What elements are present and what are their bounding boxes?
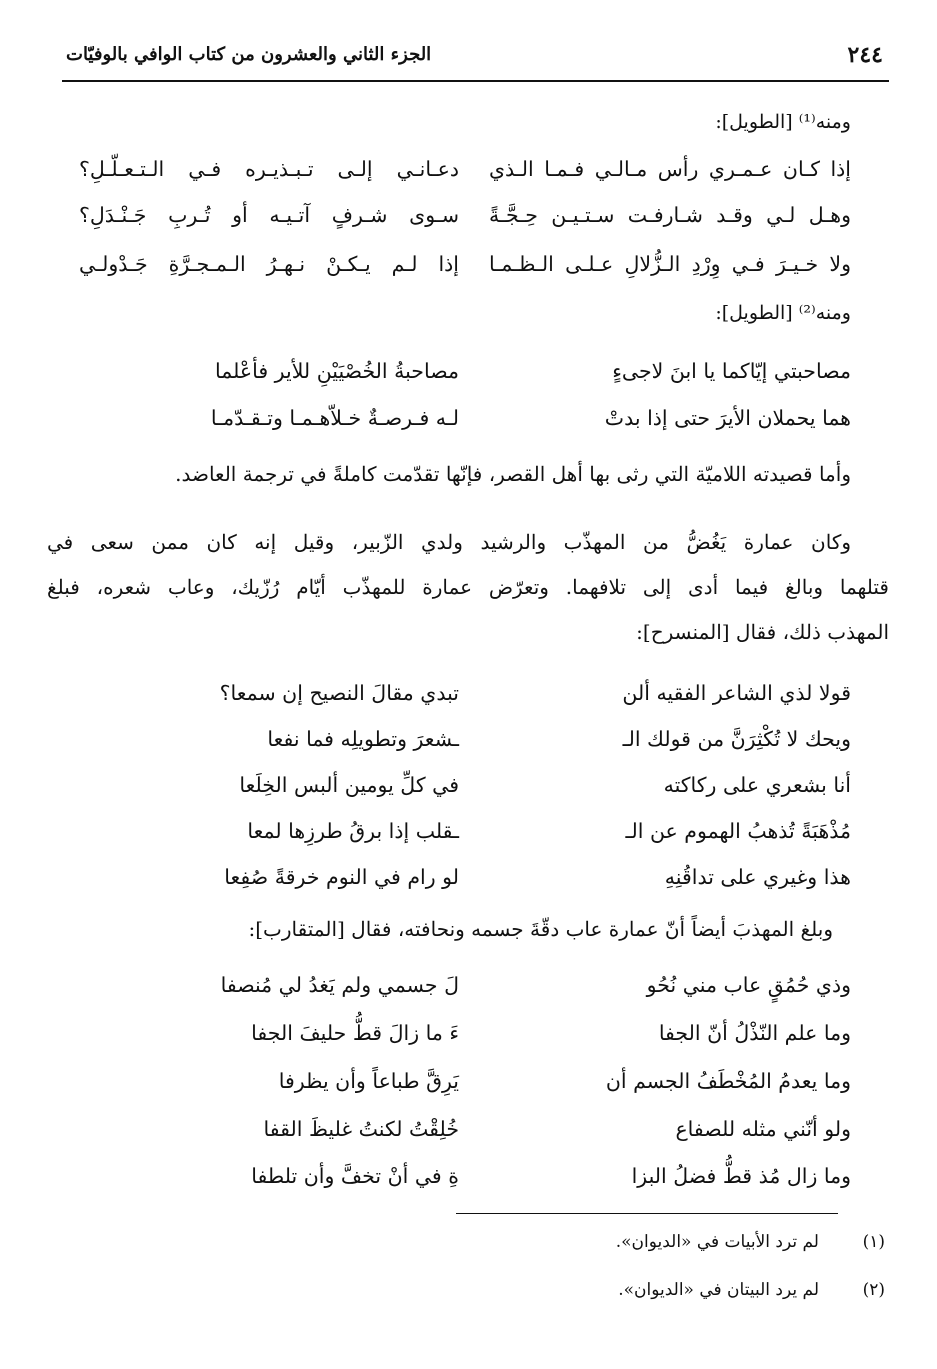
verse-line [0, 727, 937, 767]
verse-hemistich-first: وما زال مُذ قطُّ فضلُ البزا [631, 1164, 851, 1188]
footnote-text: لم ترد الأبيات في «الديوان». [615, 1232, 819, 1252]
verse-line [0, 157, 937, 197]
verse-line [0, 973, 937, 1013]
page-header [62, 40, 889, 82]
verse-hemistich-second: خُلِقْتُ لكنتُ غليظَ القفا [263, 1117, 459, 1141]
verse-hemistich-second: ءَ ما زالَ قطُّ حليفَ الجفا [251, 1021, 459, 1045]
verse-hemistich-first: وذي حُمُقٍ عاب مني نُحُو [646, 973, 851, 997]
verse-hemistich-first: وهـل لـي وقـد شـارفـت سـتـيـن حِـجَّـةً [489, 203, 851, 227]
verse-hemistich-first: مُذْهَبَةً تُذهبُ الهموم عن الـ [625, 819, 851, 843]
verse-line [0, 773, 937, 813]
verse-line [0, 1164, 937, 1204]
verse-hemistich-first: وما علم النّذْلُ أنّ الجفا [658, 1021, 851, 1045]
verse-hemistich-second: مصاحبةُ الخُصْيَيْنِ للأير فأعْلما [215, 359, 459, 383]
verse-hemistich-first: إذا كـان عـمـري رأس مـالـي فـمـا الـذي [489, 157, 851, 181]
verse-line [0, 203, 937, 243]
prose-line: المهذب ذلك، فقال [المنسرح]: [636, 620, 889, 644]
prose-line: وكان عمارة يَغُضُّ من المهذّب والرشيد ولدي الزّبير، وقيل إنه كان ممن سعى في [47, 530, 851, 554]
poem-intro-2: ومنه⁽²⁾ [الطويل]: [715, 302, 851, 324]
verse-hemistich-second: لو رام في النوم خرقةً صُفِعا [224, 865, 459, 889]
verse-hemistich-first: ويحك لا تُكْثِرَنَّ من قولك الـ [622, 727, 851, 751]
verse-hemistich-first: مصاحبتي إيّاكما يا ابنَ لاجىءٍ [612, 359, 851, 383]
prose-paragraph: وأما قصيدته اللاميّة التي رثى بها أهل القصر، فإنّها تقدّمت كاملةً في ترجمة العاضد. [175, 462, 851, 486]
verse-hemistich-first: وما يعدمُ المُخْطَفُ الجسم أن [605, 1069, 851, 1093]
verse-hemistich-second: لَ جسمي ولم يَغدُ لي مُنصفا [220, 973, 459, 997]
verse-line [0, 681, 937, 721]
verse-hemistich-second: ـشعرَ وتطويلِه فما نفعا [267, 727, 459, 751]
verse-line [0, 406, 937, 446]
verse-line [0, 1069, 937, 1109]
footnote-number: (١) [862, 1232, 885, 1252]
page-number: ٢٤٤ [847, 42, 883, 68]
verse-line [0, 819, 937, 859]
verse-hemistich-first: ولا خـيـرَ فـي وِرْدِ الـزُّلالِ عـلـى الـظـمـا [489, 252, 851, 276]
verse-line [0, 1117, 937, 1157]
verse-line [0, 1021, 937, 1061]
verse-hemistich-second: يَرِقَّ طباعاً وأن يظرفا [278, 1069, 459, 1093]
verse-hemistich-second: ـقلب إذا برقُ طرزِها لمعا [247, 819, 459, 843]
verse-hemistich-second: تبدي مقالَ النصيح إن سمعا؟ [219, 681, 459, 705]
verse-hemistich-first: أنا بشعري على ركاكته [663, 773, 851, 797]
verse-line [0, 359, 937, 399]
footnote-text: لم يرد البيتان في «الديوان». [618, 1280, 819, 1300]
verse-line [0, 865, 937, 905]
footnote-number: (٢) [862, 1280, 885, 1300]
verse-hemistich-first: هما يحملان الأيرَ حتى إذا بدتْ [604, 406, 851, 430]
running-title: الجزء الثاني والعشرون من كتاب الوافي بالوفيّات [66, 44, 432, 65]
verse-hemistich-second: دعـانـي إلـى تـبـذيـره فـي الـتـعـلّـلِ؟ [79, 157, 459, 181]
verse-hemistich-second: لـه فـرصـةٌ خـلاّهـمـا وتـقـدّمـا [210, 406, 459, 430]
verse-hemistich-second: سـوى شـرفٍ آتـيـه أو تُـربِ جَـنْـدَلِ؟ [79, 203, 459, 227]
verse-hemistich-first: هذا وغيري على تداقُنِهِ [664, 865, 851, 889]
verse-hemistich-first: ولو أنّني مثله للصفاع [675, 1117, 851, 1141]
poem-intro-1: ومنه⁽¹⁾ [الطويل]: [715, 111, 851, 133]
prose-line: قتلهما وبالغ فيما أدى إلى تلافهما. وتعرّض عمارة للمهذّب أيّام رُزّيك، وعاب شعره، فبلغ [47, 575, 889, 599]
verse-hemistich-second: إذا لـم يـكـنْ نـهـرُ الـمـجـرَّةِ جَـدْولـي [79, 252, 459, 276]
verse-hemistich-first: قولا لذي الشاعر الفقيه ألن [622, 681, 851, 705]
verse-hemistich-second: في كلِّ يومين ألبس الخِلَعا [239, 773, 459, 797]
verse-line [0, 252, 937, 292]
footnote-separator [456, 1213, 838, 1214]
prose-paragraph: وبلغ المهذبَ أيضاً أنّ عمارة عاب دقّةَ جسمه ونحافته، فقال [المتقارب]: [248, 917, 833, 941]
verse-hemistich-second: ةِ في أنْ تخفَّ وأن تلطفا [251, 1164, 459, 1188]
